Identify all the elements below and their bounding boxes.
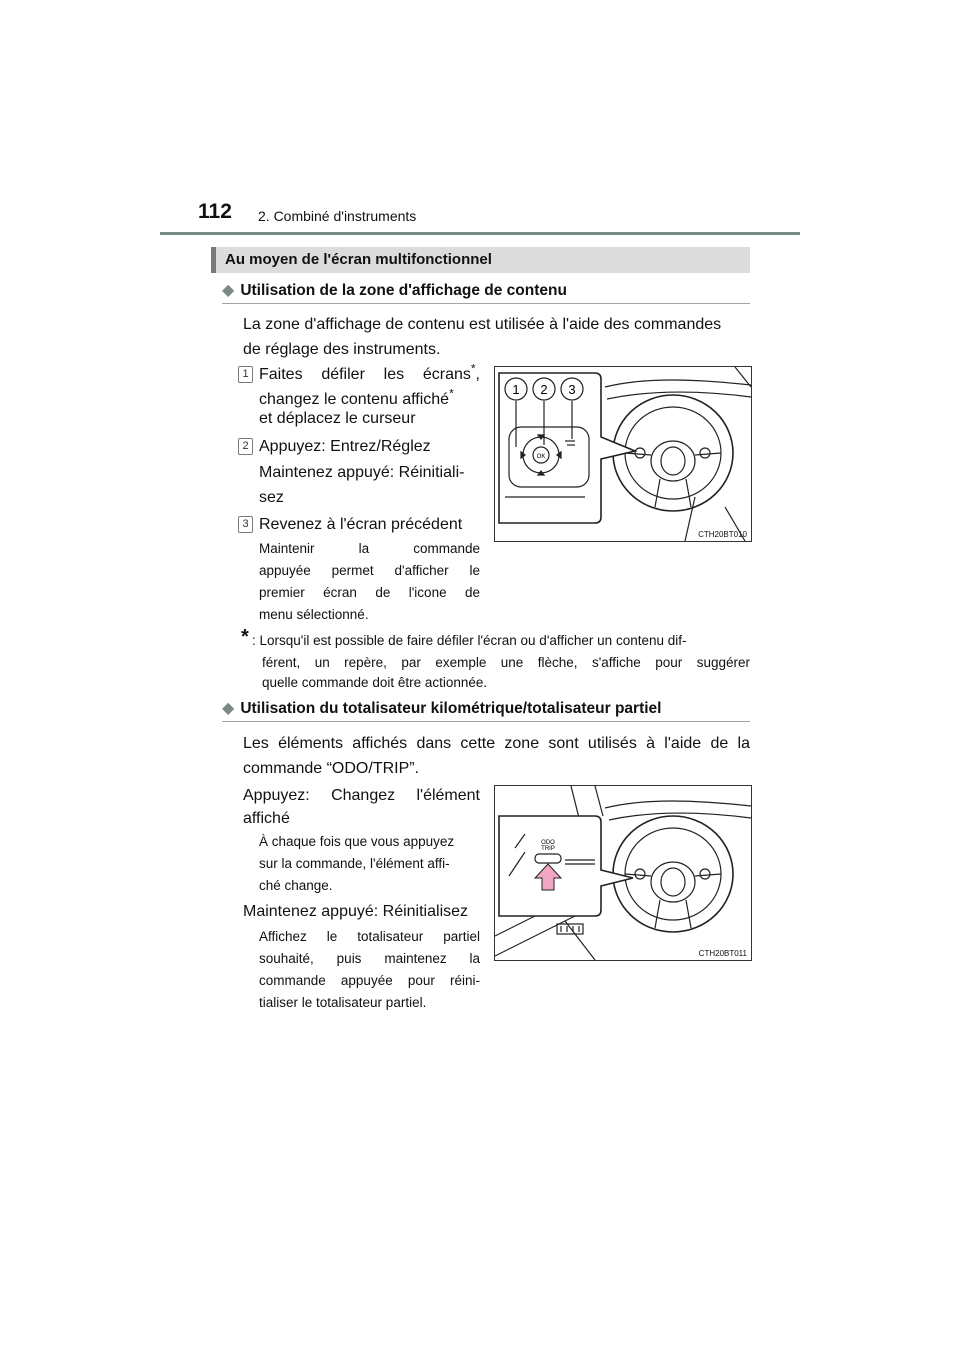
- odo-press-note-1: À chaque fois que vous appuyez: [259, 834, 455, 849]
- footnote-asterisk: *: [241, 626, 249, 648]
- step-3-note-2: appuyée permet d'afficher le: [259, 563, 480, 578]
- odo-trip-heading-rule: [222, 721, 750, 722]
- footnote-line-2: férent, un repère, par exemple une flèche, s'affiche pour suggérer: [262, 655, 750, 670]
- content-intro-line-2: de réglage des instruments.: [243, 341, 441, 358]
- figure-code: CTH20BT011: [698, 949, 747, 958]
- section-bar-accent: [211, 247, 216, 273]
- odo-press-note-2: sur la commande, l'élément affi-: [259, 856, 450, 871]
- asterisk-mark: *: [449, 386, 454, 401]
- asterisk-mark: *: [470, 361, 476, 376]
- section-title: Au moyen de l'écran multifonctionnel: [225, 251, 492, 268]
- footnote-line-3: quelle commande doit être actionnée.: [262, 675, 488, 690]
- content-area-heading-rule: [222, 303, 750, 304]
- odo-press-note-3: ché change.: [259, 878, 333, 893]
- section-title-bar: [211, 247, 750, 273]
- odo-label: ODO: [541, 840, 555, 846]
- odo-intro-line-2: commande “ODO/TRIP”.: [243, 760, 420, 777]
- odo-trip-illustration: [495, 786, 751, 960]
- step-3-note-4: menu sélectionné.: [259, 607, 369, 622]
- step-number-2: 2: [238, 438, 253, 455]
- odo-intro-line-1: Les éléments affichés dans cette zone sont utilisés à l'aide de la: [243, 735, 750, 752]
- callout-1: 1: [512, 382, 520, 397]
- callout-circles: [505, 378, 583, 400]
- odo-hold-note-2: souhaité, puis maintenez la: [259, 951, 480, 966]
- figure-code: CTH20BT010: [698, 530, 747, 539]
- odo-press-line-2: affiché: [243, 810, 290, 827]
- step-number-3: 3: [238, 516, 253, 533]
- odo-trip-figure: [494, 785, 752, 961]
- odo-hold-note-4: tialiser le totalisateur partiel.: [259, 995, 427, 1010]
- footnote-line-1: : Lorsqu'il est possible de faire défiler l'écran ou d'afficher un contenu dif-: [252, 633, 687, 648]
- step-2-line-1: Appuyez: Entrez/Réglez: [259, 438, 431, 455]
- header-rule: [160, 232, 800, 235]
- step-1-line-3: et déplacez le curseur: [259, 410, 416, 427]
- step-2-line-3: sez: [259, 489, 284, 506]
- step-2-line-2: Maintenez appuyé: Réinitiali-: [259, 464, 465, 481]
- callout-2: 2: [540, 382, 548, 397]
- odo-hold-note-1: Affichez le totalisateur partiel: [259, 929, 480, 944]
- odo-trip-heading: [222, 698, 661, 718]
- odo-trip-heading-text: Utilisation du totalisateur kilométrique/totalisateur partiel: [240, 700, 662, 717]
- step-3-note-1: Maintenir la commande: [259, 541, 480, 556]
- step-3-line-1: Revenez à l'écran précédent: [259, 516, 463, 533]
- steering-switch-figure: [494, 366, 752, 542]
- content-intro-line-1: La zone d'affichage de contenu est utilisée à l'aide des commandes: [243, 316, 722, 333]
- odo-press-line-1: Appuyez: Changez l'élément: [243, 787, 480, 804]
- content-area-heading: [222, 280, 567, 300]
- step-1-line-1: [259, 362, 480, 387]
- step-3-note-3: premier écran de l'icone de: [259, 585, 480, 600]
- step-1-comma: ,: [475, 366, 480, 383]
- odo-hold-label: Maintenez appuyé: Réinitialisez: [243, 903, 469, 920]
- callout-3: 3: [568, 382, 576, 397]
- diamond-icon: ◆: [222, 700, 235, 717]
- step-1-text-b: changez le contenu affiché: [259, 391, 450, 408]
- ok-button-label: OK: [536, 454, 546, 460]
- diamond-icon: ◆: [222, 282, 235, 299]
- content-area-heading-text: Utilisation de la zone d'affichage de contenu: [240, 282, 567, 299]
- trip-label: TRIP: [541, 846, 555, 852]
- odo-hold-note-3: commande appuyée pour réini-: [259, 973, 480, 988]
- step-number-1: 1: [238, 366, 253, 383]
- steering-switch-illustration: [495, 367, 751, 541]
- step-1-text-a: Faites défiler les écrans: [259, 366, 471, 383]
- page-number: 112: [198, 200, 232, 223]
- chapter-title: 2. Combiné d'instruments: [258, 208, 417, 224]
